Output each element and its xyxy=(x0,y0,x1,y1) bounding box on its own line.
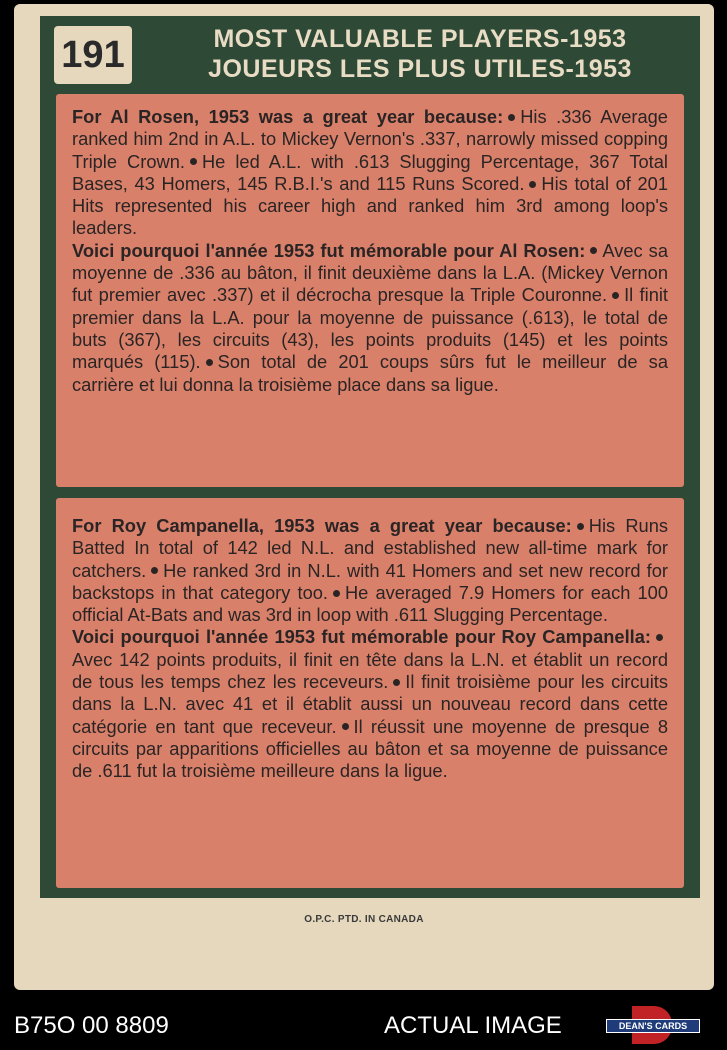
bullet-icon xyxy=(656,634,663,641)
rosen-fr-1: Avec sa moyenne de .336 au bâton, il finit deuxième dans la L.A. (Mickey Vernon fut premier avec .337) et il décrocha presque la Triple Couronne. xyxy=(72,239,668,306)
title-french: JOUEURS LES PLUS UTILES-1953 xyxy=(208,55,632,83)
logo-text: DEAN'S CARDS xyxy=(606,1019,700,1033)
campanella-en-3: He averaged 7.9 Homers for each 100 official At-Bats and was 3rd in loop with .611 Slugging Percentage. xyxy=(72,581,668,626)
rosen-en-heading: For Al Rosen, 1953 was a great year because: xyxy=(72,106,504,127)
bullet-icon xyxy=(333,590,340,597)
rosen-en-1: His .336 Average ranked him 2nd in A.L. to Mickey Vernon's .337, narrowly missed copping Triple Crown. xyxy=(72,106,668,172)
campanella-fr-2: Il finit troisième pour les circuits dans la L.N. avec 41 et il établit aussi un nouveau record dans cette catégorie en tant que receveur. xyxy=(72,671,668,737)
campanella-en-heading: For Roy Campanella, 1953 was a great year because: xyxy=(72,515,572,536)
bullet-icon xyxy=(612,292,619,299)
card-title xyxy=(140,24,700,84)
inventory-code: B75O 00 8809 xyxy=(14,1012,169,1039)
bullet-icon xyxy=(190,158,197,165)
bullet-icon xyxy=(577,523,584,530)
card-frame xyxy=(40,16,700,898)
campanella-english xyxy=(72,515,668,626)
bullet-icon xyxy=(393,679,400,686)
campanella-fr-3: Il réussit une moyenne de presque 8 circuits par apparitions officielles au bâton et sa moyenne de puissance de .611 fut la troisième meilleure dans la ligue. xyxy=(72,715,669,782)
deans-cards-logo xyxy=(606,1006,700,1044)
bullet-icon xyxy=(590,247,597,254)
rosen-en-2: He led A.L. with .613 Slugging Percentage, 367 Total Bases, 43 Homers, 145 R.B.I.'s and 115 Runs Scored. xyxy=(72,150,668,194)
campanella-fr-1: Avec 142 points produits, il finit en tête dans la L.N. et établit un record de tous les temps chez les receveurs. xyxy=(72,648,668,693)
card-number: 191 xyxy=(54,26,132,84)
campanella-en-2: He ranked 3rd in N.L. with 41 Homers and set new record for backstops in that category too. xyxy=(72,559,668,603)
rosen-english xyxy=(72,106,668,240)
bullet-icon xyxy=(151,567,158,574)
campanella-panel xyxy=(56,498,684,888)
rosen-fr-heading: Voici pourquoi l'année 1953 fut mémorable pour Al Rosen: xyxy=(72,239,586,261)
rosen-panel xyxy=(56,94,684,487)
bullet-icon xyxy=(529,181,536,188)
card-back xyxy=(14,4,714,990)
rosen-french xyxy=(72,240,668,396)
bullet-icon xyxy=(206,359,213,366)
bullet-icon xyxy=(508,114,515,121)
rosen-fr-2: Il finit premier dans la L.A. pour la moyenne de puissance (.613), le total de buts (367), les circuits (43), les points produits (145) et les points marqués (115). xyxy=(72,284,669,373)
rosen-fr-3: Son total de 201 coups sûrs fut le meilleur de sa carrière et lui donna la troisième place dans sa ligue. xyxy=(72,351,668,395)
printed-in-canada: O.P.C. PTD. IN CANADA xyxy=(304,914,424,925)
campanella-fr-heading: Voici pourquoi l'année 1953 fut mémorable pour Roy Campanella: xyxy=(72,626,651,648)
bullet-icon xyxy=(342,723,349,730)
rosen-en-3: His total of 201 Hits represented his career high and ranked him 3rd among loop's leaders. xyxy=(72,172,668,239)
title-english: MOST VALUABLE PLAYERS-1953 xyxy=(213,25,627,53)
actual-image-label: ACTUAL IMAGE xyxy=(384,1012,562,1039)
campanella-french xyxy=(72,626,668,782)
campanella-en-1: His Runs Batted In total of 142 led N.L. and established new all-time mark for catchers. xyxy=(72,515,669,581)
